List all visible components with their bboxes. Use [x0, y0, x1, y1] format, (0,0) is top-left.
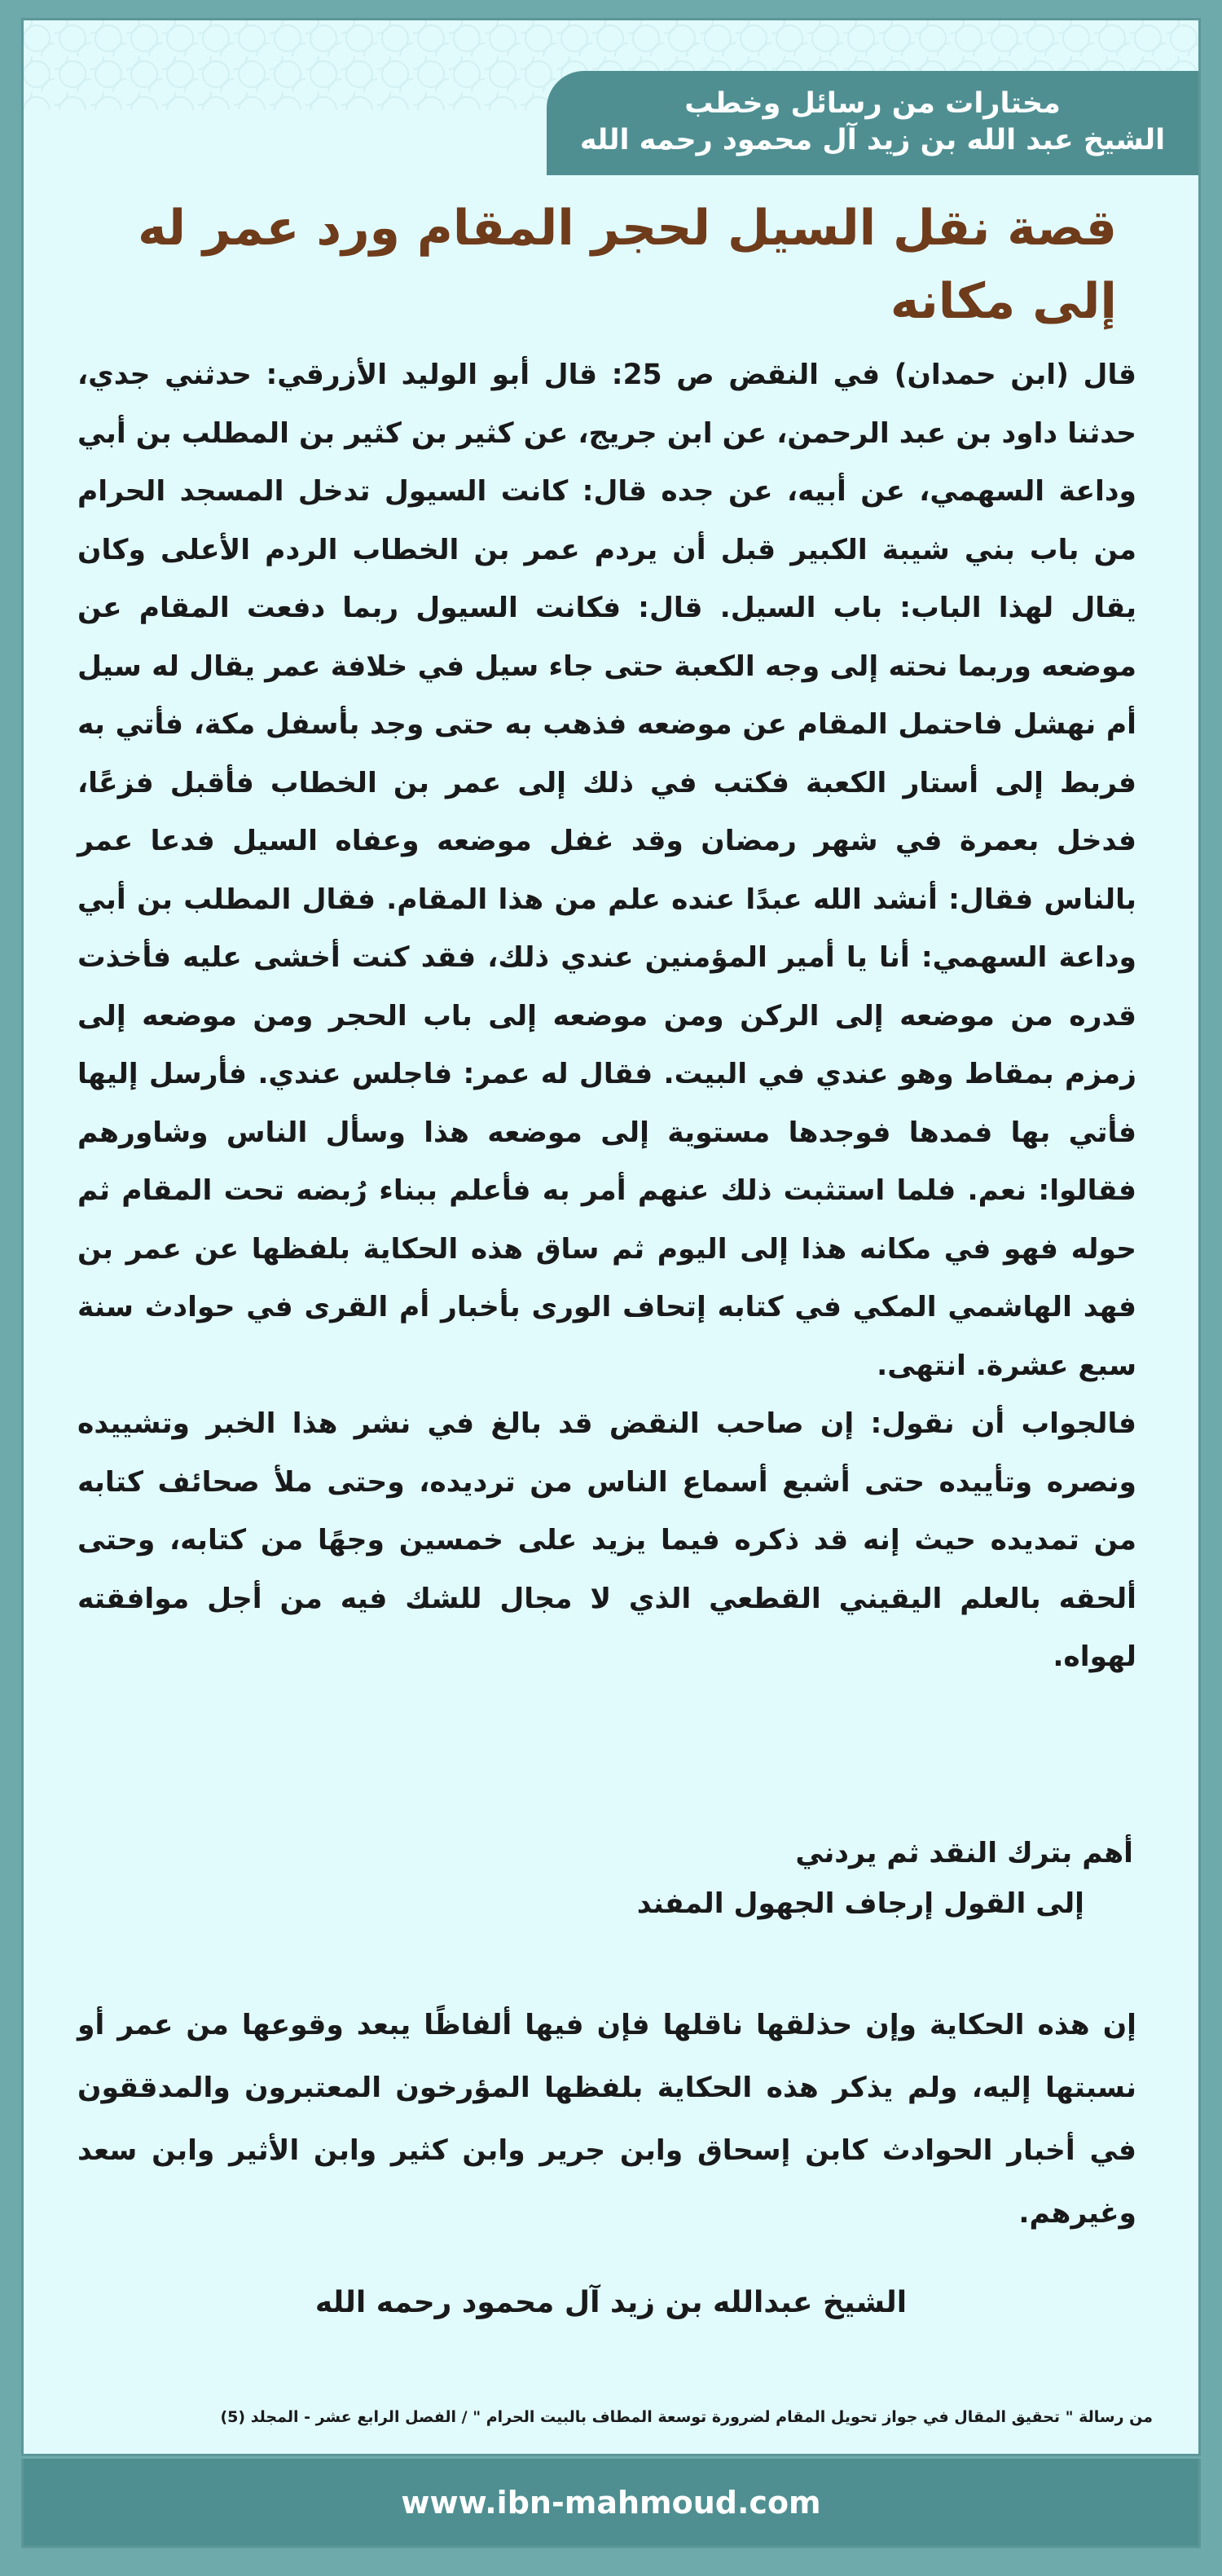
- body-paragraph-1: قال (ابن حمدان) في النقض ص 25: قال أبو الوليد الأزرقي: حدثني جدي، حدثنا داود بن عبد الرحمن، عن ابن جريج، عن كثير بن كثير بن المطلب بن أبي وداعة السهمي، عن أبيه، عن جده قال: كانت السيول تدخل المسجد الحرام من باب بني شيبة الكبير قبل أن يردم عمر بن الخطاب الردم الأعلى وكان يقال لهذا الباب: باب السيل. قال: فكانت السيول ربما دفعت المقام عن موضعه وربما نحته إلى وجه الكعبة حتى جاء سيل في خلافة عمر يقال له سيل أم نهشل فاحتمل المقام عن موضعه فذهب به حتى وجد بأسفل مكة، فأتي به فربط إلى أستار الكعبة فكتب في ذلك إلى عمر بن الخطاب فأقبل فزعًا، فدخل بعمرة في شهر رمضان وقد غفل موضعه وعفاه السيل فدعا عمر بالناس فقال: أنشد الله عبدًا عنده علم من هذا المقام. فقال المطلب بن أبي وداعة السهمي: أنا يا أمير المؤمنين عندي ذلك، فقد كنت أخشى عليه فأخذت قدره من موضعه إلى الركن ومن موضعه إلى باب الحجر ومن موضعه إلى زمزم بمقاط وهو عندي في البيت. فقال له عمر: فاجلس عندي. فأرسل إليها فأتي بها فمدها فوجدها مستوية إلى موضعه هذا وسأل الناس وشاورهم فقالوا: نعم. فلما استثبت ذلك عنهم أمر به فأعلم ببناء رُبضه تحت المقام ثم حوله فهو في مكانه هذا إلى اليوم ثم ساق هذه الحكاية بلفظها عن عمر بن فهد الهاشمي المكي في كتابه إتحاف الورى بأخبار أم القرى في حوادث سنة سبع عشرة. انتهى.: [77, 359, 1136, 1382]
- body-paragraph-2: فالجواب أن نقول: إن صاحب النقض قد بالغ في نشر هذا الخبر وتشييده ونصره وتأييده حتى أشبع أسماع الناس من ترديده، وحتى ملأ صحائف كتابه من تمديده حيث إنه قد ذكره فيما يزيد على خمسين وجهًا من كتابه، وحتى ألحقه بالعلم اليقيني القطعي الذي لا مجال للشك فيه من أجل موافقته لهواه.: [77, 1407, 1136, 1673]
- verse-line-2: إلى القول إرجاف الجهول المفند: [636, 1887, 1084, 1920]
- author-name: الشيخ عبد الله بن زيد آل محمود رحمه الله: [579, 124, 1166, 156]
- article-title: قصة نقل السيل لحجر المقام ورد عمر له إلى مكانه: [138, 200, 1117, 330]
- page-frame: [21, 18, 1201, 2456]
- source-citation: من رسالة " تحقيق المقال في جواز تحويل المقام لضرورة توسعة المطاف بالبيت الحرام " / الفصل الرابع عشر - المجلد (5): [220, 2408, 1153, 2426]
- series-title: مختارات من رسائل وخطب: [684, 87, 1061, 120]
- series-header: [547, 71, 1198, 175]
- verse-line-1: أهم بترك النقد ثم يردني: [795, 1837, 1133, 1869]
- signature: الشيخ عبدالله بن زيد آل محمود رحمه الله: [314, 2286, 908, 2319]
- article-body: [77, 346, 1136, 1687]
- closing-paragraph: إن هذه الحكاية وإن حذلقها ناقلها فإن فيها ألفاظًا يبعد وقوعها من عمر أو نسبتها إليه، ولم يذكر هذه الحكاية بلفظها المؤرخون المعتبرون والمدققون في أخبار الحوادث كابن إسحاق وابن جرير وابن كثير وابن الأثير وابن سعد وغيرهم.: [77, 2009, 1136, 2230]
- footer-bar: [21, 2459, 1201, 2548]
- website-link[interactable]: www.ibn-mahmoud.com: [401, 2484, 821, 2521]
